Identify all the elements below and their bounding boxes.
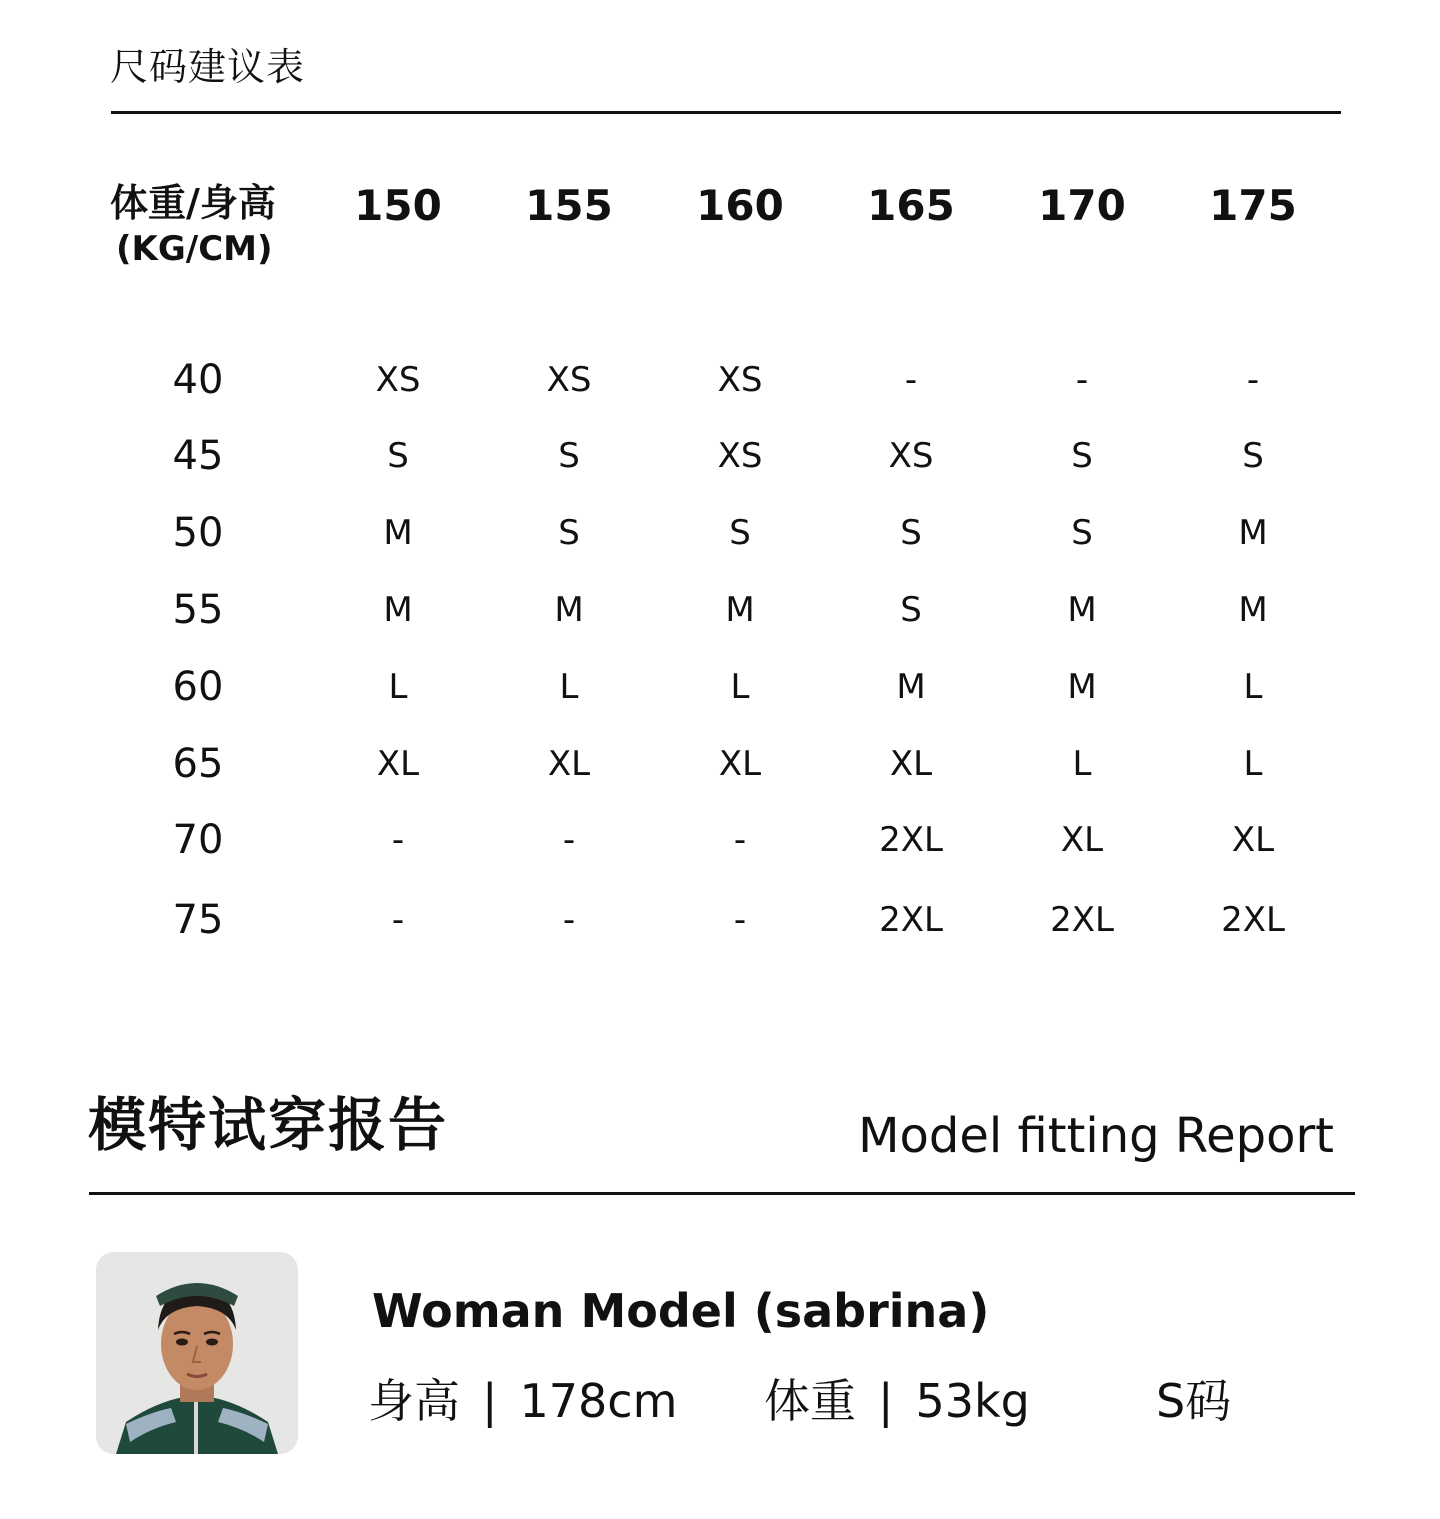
- report-divider: [89, 1192, 1355, 1195]
- size-cell: L: [1243, 667, 1263, 707]
- model-height: [368, 1370, 677, 1432]
- height-header: 150: [354, 181, 442, 230]
- size-cell: S: [1071, 513, 1093, 553]
- size-cell: XL: [376, 744, 420, 784]
- size-cell: XS: [717, 360, 763, 400]
- size-cell: XL: [1060, 820, 1104, 860]
- weight-separator: |: [878, 1374, 894, 1428]
- size-cell: -: [391, 900, 405, 940]
- size-cell: M: [725, 590, 755, 630]
- size-cell: -: [562, 900, 576, 940]
- height-header: 160: [696, 181, 784, 230]
- size-cell: L: [388, 667, 408, 707]
- size-cell: M: [1238, 590, 1268, 630]
- size-cell: -: [1246, 360, 1260, 400]
- model-avatar: [96, 1252, 298, 1454]
- size-cell: XL: [889, 744, 933, 784]
- size-cell: S: [1242, 436, 1264, 476]
- height-header: 170: [1038, 181, 1126, 230]
- weight-header: 70: [172, 817, 224, 863]
- model-portrait-icon: [96, 1252, 298, 1454]
- height-header: 155: [525, 181, 613, 230]
- size-cell: XS: [888, 436, 934, 476]
- size-cell: L: [730, 667, 750, 707]
- size-cell: -: [562, 820, 576, 860]
- size-cell: -: [1075, 360, 1089, 400]
- size-cell: L: [1072, 744, 1092, 784]
- table-corner-header: [110, 180, 276, 272]
- size-cell: S: [1071, 436, 1093, 476]
- size-cell: 2XL: [879, 820, 943, 860]
- size-cell: S: [900, 513, 922, 553]
- size-cell: M: [383, 513, 413, 553]
- size-cell: XL: [718, 744, 762, 784]
- weight-header: 65: [172, 741, 224, 787]
- model-size: S码: [1156, 1374, 1232, 1428]
- size-cell: S: [729, 513, 751, 553]
- size-cell: M: [1238, 513, 1268, 553]
- size-cell: -: [733, 900, 747, 940]
- weight-label: 体重: [764, 1374, 856, 1428]
- size-cell: M: [1067, 590, 1097, 630]
- size-cell: XL: [547, 744, 591, 784]
- corner-label-units: (KG/CM): [116, 229, 273, 269]
- height-label: 身高: [368, 1374, 460, 1428]
- title-divider: [111, 111, 1341, 114]
- size-cell: -: [391, 820, 405, 860]
- weight-header: 50: [172, 510, 224, 556]
- size-cell: S: [558, 436, 580, 476]
- size-chart-title: 尺码建议表: [110, 45, 306, 89]
- size-cell: XS: [546, 360, 592, 400]
- size-cell: L: [559, 667, 579, 707]
- size-cell: M: [554, 590, 584, 630]
- corner-label-weight-height: 体重/身高: [110, 181, 276, 225]
- size-cell: M: [383, 590, 413, 630]
- report-subtitle: Model fitting Report: [858, 1108, 1334, 1164]
- size-cell: -: [733, 820, 747, 860]
- weight-header: 45: [172, 433, 224, 479]
- size-cell: XS: [375, 360, 421, 400]
- size-cell: S: [900, 590, 922, 630]
- size-cell: 2XL: [1050, 900, 1114, 940]
- model-weight: [764, 1370, 1030, 1432]
- model-name: Woman Model (sabrina): [372, 1284, 990, 1338]
- size-cell: XS: [717, 436, 763, 476]
- weight-header: 75: [172, 897, 224, 943]
- size-cell: M: [1067, 667, 1097, 707]
- report-title: 模特试穿报告: [88, 1091, 449, 1159]
- size-cell: M: [896, 667, 926, 707]
- size-cell: S: [387, 436, 409, 476]
- height-value: 178cm: [519, 1374, 678, 1428]
- size-cell: 2XL: [1221, 900, 1285, 940]
- weight-header: 55: [172, 587, 224, 633]
- size-cell: -: [904, 360, 918, 400]
- height-header: 175: [1209, 181, 1297, 230]
- size-cell: L: [1243, 744, 1263, 784]
- size-cell: S: [558, 513, 580, 553]
- height-separator: |: [482, 1374, 498, 1428]
- height-header: 165: [867, 181, 955, 230]
- size-cell: XL: [1231, 820, 1275, 860]
- weight-header: 40: [172, 357, 224, 403]
- size-cell: 2XL: [879, 900, 943, 940]
- weight-value: 53kg: [915, 1374, 1030, 1428]
- weight-header: 60: [172, 664, 224, 710]
